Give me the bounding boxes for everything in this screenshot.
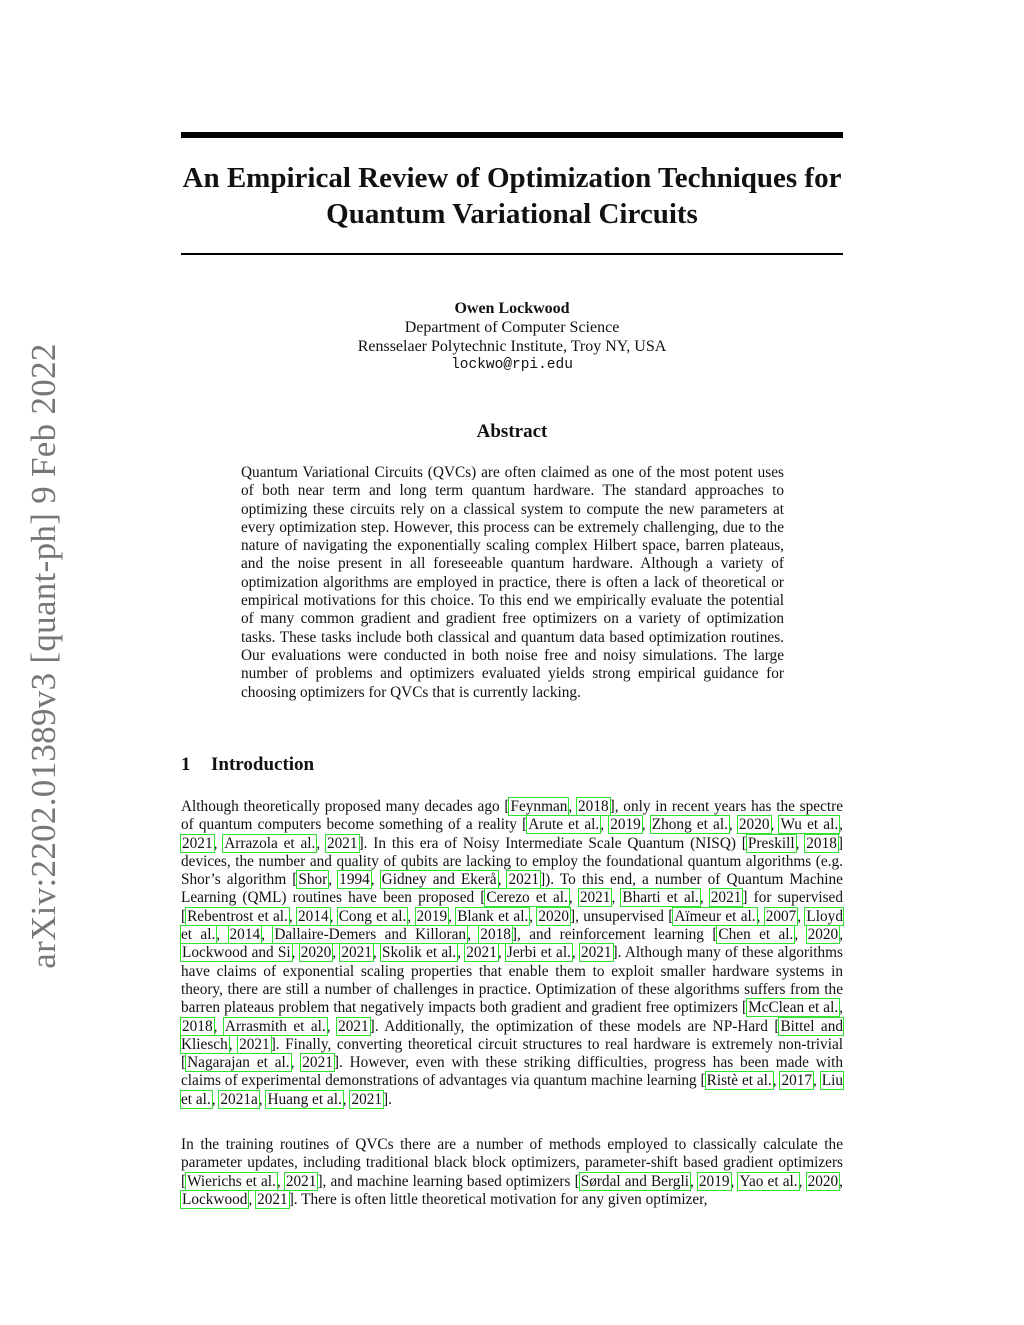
citation-link[interactable]: 2021 bbox=[338, 1017, 369, 1035]
paragraph-text: , bbox=[839, 816, 843, 834]
paragraph-text: , bbox=[699, 889, 710, 907]
citation-link[interactable]: 2020 bbox=[807, 1172, 839, 1190]
paragraph-text: , bbox=[795, 834, 806, 852]
paragraph-text: ], and reinforcement learning [ bbox=[511, 926, 718, 944]
citation-link[interactable]: 2018 bbox=[578, 798, 609, 815]
citation-link[interactable]: Arrasmith et al. bbox=[224, 1017, 326, 1035]
citation-link[interactable]: 2020 bbox=[300, 944, 332, 962]
paragraph-text: , bbox=[216, 926, 229, 944]
paragraph-text: , bbox=[213, 1017, 224, 1035]
citation-link[interactable]: 2021 bbox=[239, 1035, 270, 1053]
paragraph-text: , bbox=[770, 816, 780, 834]
citation-link[interactable]: Bittel and Kliesch bbox=[181, 1017, 844, 1053]
citation-link[interactable]: Wierichs et al. bbox=[187, 1172, 276, 1190]
paragraph-text: , bbox=[288, 907, 298, 925]
citation-link[interactable]: Sørdal and Bergli bbox=[580, 1172, 689, 1190]
citation-link[interactable]: 2020 bbox=[538, 907, 569, 925]
paragraph-text: ]. However, even with these striking difficulties, progress has been made with claims of experimental demonstrations of advantages via quantum machine learning [ bbox=[181, 1054, 843, 1090]
paragraph-text: ] for supervised [ bbox=[181, 889, 843, 925]
citation-link[interactable]: 2021 bbox=[351, 1090, 383, 1108]
paragraph-text: , bbox=[448, 907, 457, 925]
citation-link[interactable]: 2021 bbox=[285, 1172, 317, 1190]
citation-link[interactable]: Lloyd et al. bbox=[181, 907, 843, 944]
citation-link[interactable]: Lockwood and Si bbox=[182, 944, 291, 962]
citation-link[interactable]: 2021 bbox=[466, 944, 497, 962]
paragraph-text: , bbox=[839, 1172, 843, 1190]
paragraph-text: , bbox=[329, 907, 338, 925]
paragraph-text: , bbox=[839, 926, 844, 944]
citation-link[interactable]: 2014 bbox=[229, 926, 261, 944]
citation-link[interactable]: Cerezo et al. bbox=[486, 889, 568, 907]
paragraph-text: ], only in recent years has the spectre of quantum computers become something of a reality [ bbox=[181, 798, 843, 834]
citation-link[interactable]: 2014 bbox=[298, 907, 329, 925]
paragraph-text: , bbox=[211, 1090, 220, 1108]
citation-link[interactable]: Arrazola et al. bbox=[224, 834, 316, 852]
paragraph-text: , bbox=[276, 1172, 285, 1190]
paragraph-text: , bbox=[529, 907, 538, 925]
paragraph-text: , bbox=[372, 944, 381, 962]
citation-link[interactable]: Chen et al. bbox=[718, 926, 794, 944]
citation-link[interactable]: 2019 bbox=[698, 1172, 730, 1190]
citation-link[interactable]: Huang et al. bbox=[267, 1090, 342, 1108]
section-heading-introduction bbox=[181, 754, 314, 776]
citation-link[interactable]: Ristè et al. bbox=[706, 1072, 772, 1090]
paragraph-text: , bbox=[467, 926, 480, 944]
paragraph-text: , bbox=[730, 1172, 739, 1190]
paragraph-text: , bbox=[497, 871, 508, 889]
citation-link[interactable]: Rebentrost et al. bbox=[187, 907, 288, 925]
citation-link[interactable]: Yao et al. bbox=[739, 1172, 798, 1190]
paragraph-text: , bbox=[258, 1090, 267, 1108]
paragraph-text: , bbox=[839, 999, 844, 1017]
paragraph-text: , bbox=[228, 1035, 239, 1053]
paragraph-text: ] devices, the number and quality of qubits are lacking to employ the foundational quantum algorithms (e.g. Shor’s algorithm [ bbox=[181, 834, 843, 889]
abstract-heading: Abstract bbox=[476, 421, 548, 442]
author-block bbox=[181, 299, 843, 375]
citation-link[interactable]: Cong et al. bbox=[338, 907, 407, 925]
paragraph-text: , bbox=[261, 926, 274, 944]
author-institution: Rensselaer Polytechnic Institute, Troy NY, USA bbox=[357, 338, 667, 355]
citation-link[interactable]: McClean et al. bbox=[748, 999, 839, 1017]
citation-link[interactable]: 2021 bbox=[580, 944, 612, 962]
citation-link[interactable]: 2020 bbox=[738, 816, 770, 834]
citation-link[interactable]: 1994 bbox=[339, 871, 370, 889]
title-bottom-rule bbox=[181, 253, 843, 255]
paragraph-text: ]). To this end, a number of Quantum Machine Learning (QML) routines have been proposed [ bbox=[181, 871, 843, 907]
paragraph-text: , bbox=[328, 871, 339, 889]
citation-link[interactable]: Gidney and Ekerå bbox=[381, 871, 497, 889]
citation-link[interactable]: Lockwood bbox=[182, 1190, 248, 1208]
arxiv-identifier-text: arXiv:2202.01389v3 [quant-ph] 9 Feb 2022 bbox=[24, 343, 63, 969]
paragraph-text: , bbox=[342, 1090, 351, 1108]
citation-link[interactable]: 2021 bbox=[508, 871, 540, 889]
citation-link[interactable]: 2021 bbox=[257, 1190, 288, 1208]
citation-link[interactable]: Dallaire-Demers and Killoran bbox=[274, 926, 467, 944]
citation-link[interactable]: Preskill bbox=[747, 834, 795, 852]
citation-link[interactable]: 2021 bbox=[341, 944, 372, 962]
paragraph-text: ]. bbox=[383, 1090, 392, 1108]
paragraph-text: , bbox=[813, 1072, 821, 1090]
abstract-text: Quantum Variational Circuits (QVCs) are often claimed as one of the most potent uses of both near term and long term quantum hardware. The standard approaches to optimizing these circuits rely on a classical system to compute the new parameters at every optimization step. However, this process can be extremely challenging, due to the nature of navigating the exponentially scaling complex Hilbert space, barren plateaus, and the noise present in all foreseeable quantum hardware. Although a variety of optimization algorithms are employed in practice, there is often a lack of theoretical or empirical motivations for this choice. To this end we empirically evaluate the potential of many common gradient and gradient free optimizers on a variety of optimization tasks. These tasks include both classical and quantum data based optimization routines. Our evaluations were conducted in both noise free and noisy simulations. The large number of problems and optimizers evaluated yields strong empirical guidance for choosing optimizers for QVCs that is currently lacking. bbox=[241, 464, 784, 701]
paragraph-text: , bbox=[248, 1190, 257, 1208]
paragraph-text: , bbox=[497, 944, 506, 962]
paragraph-text: , bbox=[370, 871, 381, 889]
citation-link[interactable]: 2021a bbox=[220, 1090, 258, 1108]
intro-paragraph-2 bbox=[181, 1136, 843, 1209]
paragraph-text: ]. Although many of these algorithms have claims of exponential scaling properties that enable them to exploit smaller hardware systems in theory, there are still a number of challenges in practice. Optimization of these algorithms suffers from the barren plateaus problem that negatively impacts both gradient and gradient free optimizers [ bbox=[181, 944, 843, 1017]
title-line-1: An Empirical Review of Optimization Techniques for bbox=[182, 162, 842, 194]
paragraph-text: ], and machine learning based optimizers [ bbox=[317, 1172, 580, 1190]
paragraph-text: Although theoretically proposed many decades ago [ bbox=[181, 798, 510, 815]
paragraph-text: , bbox=[316, 834, 326, 852]
paragraph-text: ]. Additionally, the optimization of these models are NP-Hard [ bbox=[369, 1017, 780, 1035]
paragraph-text: , bbox=[794, 926, 807, 944]
citation-link[interactable]: Aïmeur et al. bbox=[674, 907, 756, 925]
intro-paragraph-1 bbox=[181, 798, 843, 1109]
paragraph-text: , bbox=[568, 889, 579, 907]
title-line-2: Quantum Variational Circuits bbox=[326, 198, 698, 230]
paragraph-text: ]. In this era of Noisy Intermediate Scale Quantum (NISQ) [ bbox=[358, 834, 747, 852]
citation-link[interactable]: 2017 bbox=[781, 1072, 813, 1090]
citation-link[interactable]: 2021 bbox=[302, 1054, 333, 1072]
paragraph-text: , bbox=[728, 816, 738, 834]
citation-link[interactable]: Wu et al. bbox=[780, 816, 839, 834]
citation-link[interactable]: 2020 bbox=[807, 926, 839, 944]
citation-link[interactable]: 2021 bbox=[579, 889, 611, 907]
paragraph-text: , bbox=[756, 907, 765, 925]
paragraph-text: , bbox=[571, 944, 580, 962]
title-top-rule bbox=[181, 132, 843, 138]
citation-link[interactable]: Feynman bbox=[510, 798, 568, 815]
paragraph-text: , bbox=[641, 816, 651, 834]
paragraph-text: , bbox=[326, 1017, 338, 1035]
citation-link[interactable]: Blank et al. bbox=[457, 907, 529, 925]
paragraph-text: , bbox=[611, 889, 622, 907]
paragraph-text: , bbox=[689, 1172, 698, 1190]
paragraph-text: , bbox=[600, 816, 610, 834]
citation-link[interactable]: Liu et al. bbox=[181, 1072, 843, 1108]
author-email[interactable]: lockwo@rpi.edu bbox=[451, 357, 573, 373]
paragraph-text: , bbox=[457, 944, 466, 962]
citation-link[interactable]: 2021 bbox=[326, 834, 358, 852]
citation-link[interactable]: 2021 bbox=[182, 834, 213, 852]
paragraph-text: , bbox=[772, 1072, 781, 1090]
paragraph-text: , bbox=[291, 944, 300, 962]
paragraph-text: , bbox=[798, 1172, 807, 1190]
citation-link[interactable]: 2018 bbox=[480, 926, 511, 944]
citation-link[interactable]: Jerbi et al. bbox=[506, 944, 571, 962]
paragraph-text: In the training routines of QVCs there are a number of methods employed to classically calculate the parameter updates, including traditional black block optimizers, parameter-shift based gradient optimizers [ bbox=[181, 1136, 843, 1190]
paragraph-text: , bbox=[797, 907, 806, 925]
paragraph-text: , bbox=[568, 798, 578, 815]
paragraph-text: ]. Finally, converting theoretical circuit structures to real hardware is extremely non-trivial [ bbox=[181, 1035, 843, 1072]
citation-link[interactable]: Bharti et al. bbox=[622, 889, 699, 907]
author-name: Owen Lockwood bbox=[454, 300, 570, 317]
citation-link[interactable]: 2018 bbox=[806, 834, 837, 852]
paragraph-text: , bbox=[332, 944, 341, 962]
citation-link[interactable]: 2019 bbox=[610, 816, 641, 834]
citation-link[interactable]: Shor bbox=[298, 871, 328, 889]
paragraph-text: ]. There is often little theoretical motivation for any given optimizer, bbox=[288, 1190, 708, 1208]
author-department: Department of Computer Science bbox=[404, 319, 620, 336]
section-number: 1 bbox=[181, 754, 191, 775]
paragraph-text: , bbox=[290, 1054, 302, 1072]
citation-link[interactable]: 2018 bbox=[182, 1017, 213, 1035]
citation-link[interactable]: Skolik et al. bbox=[381, 944, 457, 962]
paragraph-text: , bbox=[407, 907, 416, 925]
citation-link[interactable]: 2007 bbox=[765, 907, 797, 925]
section-title: Introduction bbox=[211, 754, 315, 775]
citation-link[interactable]: 2021 bbox=[710, 889, 742, 907]
citation-link[interactable]: Arute et al. bbox=[528, 816, 600, 834]
citation-link[interactable]: 2019 bbox=[416, 907, 448, 925]
paragraph-text: ], unsupervised [ bbox=[570, 907, 674, 925]
citation-link[interactable]: Zhong et al. bbox=[651, 816, 728, 834]
paragraph-text: , bbox=[213, 834, 224, 852]
citation-link[interactable]: Nagarajan et al. bbox=[187, 1054, 290, 1072]
paper-title bbox=[181, 160, 843, 232]
